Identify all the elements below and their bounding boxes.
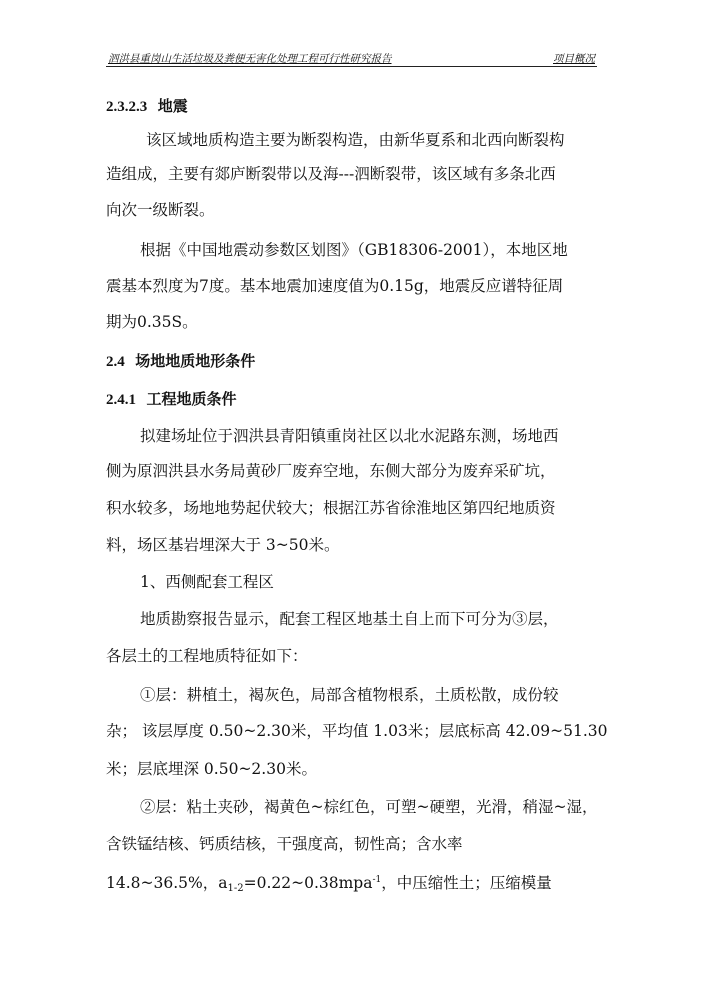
formula-value: =0.22~0.38mpa <box>243 874 373 892</box>
paragraph-line: 含铁锰结核、钙质结核，干强度高，韧性高；含水率 <box>106 835 463 853</box>
paragraph-line: 米；层底埋深 0.50~2.30米。 <box>106 760 317 778</box>
formula-symbol: a <box>218 874 228 892</box>
page-header <box>106 50 597 67</box>
section-number: 2.3.2.3 <box>106 99 148 115</box>
paragraph-line: 向次一级断裂。 <box>106 201 215 219</box>
section-number: 2.4 <box>106 354 125 370</box>
section-heading-2-4 <box>106 351 255 372</box>
header-chapter-title: 项目概况 <box>553 53 595 65</box>
header-report-title: 泗洪县重岗山生活垃圾及粪便无害化处理工程可行性研究报告 <box>108 53 392 65</box>
paragraph-line: 侧为原泗洪县水务局黄砂厂废弃空地，东侧大部分为废弃采矿坑， <box>106 462 556 480</box>
paragraph-line: 拟建场址位于泗洪县青阳镇重岗社区以北水泥路东测，场地西 <box>140 427 559 445</box>
paragraph-line: 期为0.35S。 <box>106 313 198 331</box>
paragraph-line: ②层：粘土夹砂，褐黄色~棕红色，可塑~硬塑，光滑，稍湿~湿， <box>140 798 598 816</box>
formula-prefix: 14.8~36.5%， <box>106 874 219 892</box>
formula-superscript: -1 <box>372 875 382 885</box>
paragraph-line: 根据《中国地震动参数区划图》（GB18306-2001），本地区地 <box>140 241 568 259</box>
paragraph-line: 杂； 该层厚度 0.50~2.30米，平均值 1.03米；层底标高 42.09~51.30 <box>106 722 608 740</box>
paragraph-line: ①层：耕植土，褐灰色，局部含植物根系，土质松散，成份较 <box>140 686 559 704</box>
section-heading-2-3-2-3 <box>106 96 188 117</box>
section-title: 场地地质地形条件 <box>135 352 256 370</box>
section-heading-2-4-1 <box>106 389 236 410</box>
formula-suffix: ，中压缩性土；压缩模量 <box>381 874 552 892</box>
section-title: 工程地质条件 <box>146 390 237 408</box>
section-number: 2.4.1 <box>106 392 136 408</box>
section-title: 地震 <box>157 97 188 115</box>
paragraph-line: 料，场区基岩埋深大于 3~50米。 <box>106 536 340 554</box>
paragraph-line: 震基本烈度为7度。基本地震加速度值为0.15g，地震反应谱特征周 <box>106 277 564 295</box>
formula-subscript: 1-2 <box>227 883 244 894</box>
paragraph-line: 该区域地质构造主要为断裂构造，由新华夏系和北西向断裂构 <box>146 131 565 149</box>
paragraph-line: 积水较多，场地地势起伏较大；根据江苏省徐淮地区第四纪地质资 <box>106 499 556 517</box>
paragraph-line: 各层土的工程地质特征如下： <box>106 647 308 665</box>
paragraph-line: 1、西侧配套工程区 <box>140 573 274 591</box>
paragraph-line: 地质勘察报告显示，配套工程区地基土自上而下可分为③层， <box>140 610 559 628</box>
paragraph-line-formula <box>106 870 552 899</box>
paragraph-line: 造组成，主要有郯庐断裂带以及海---泗断裂带，该区域有多条北西 <box>106 165 556 183</box>
